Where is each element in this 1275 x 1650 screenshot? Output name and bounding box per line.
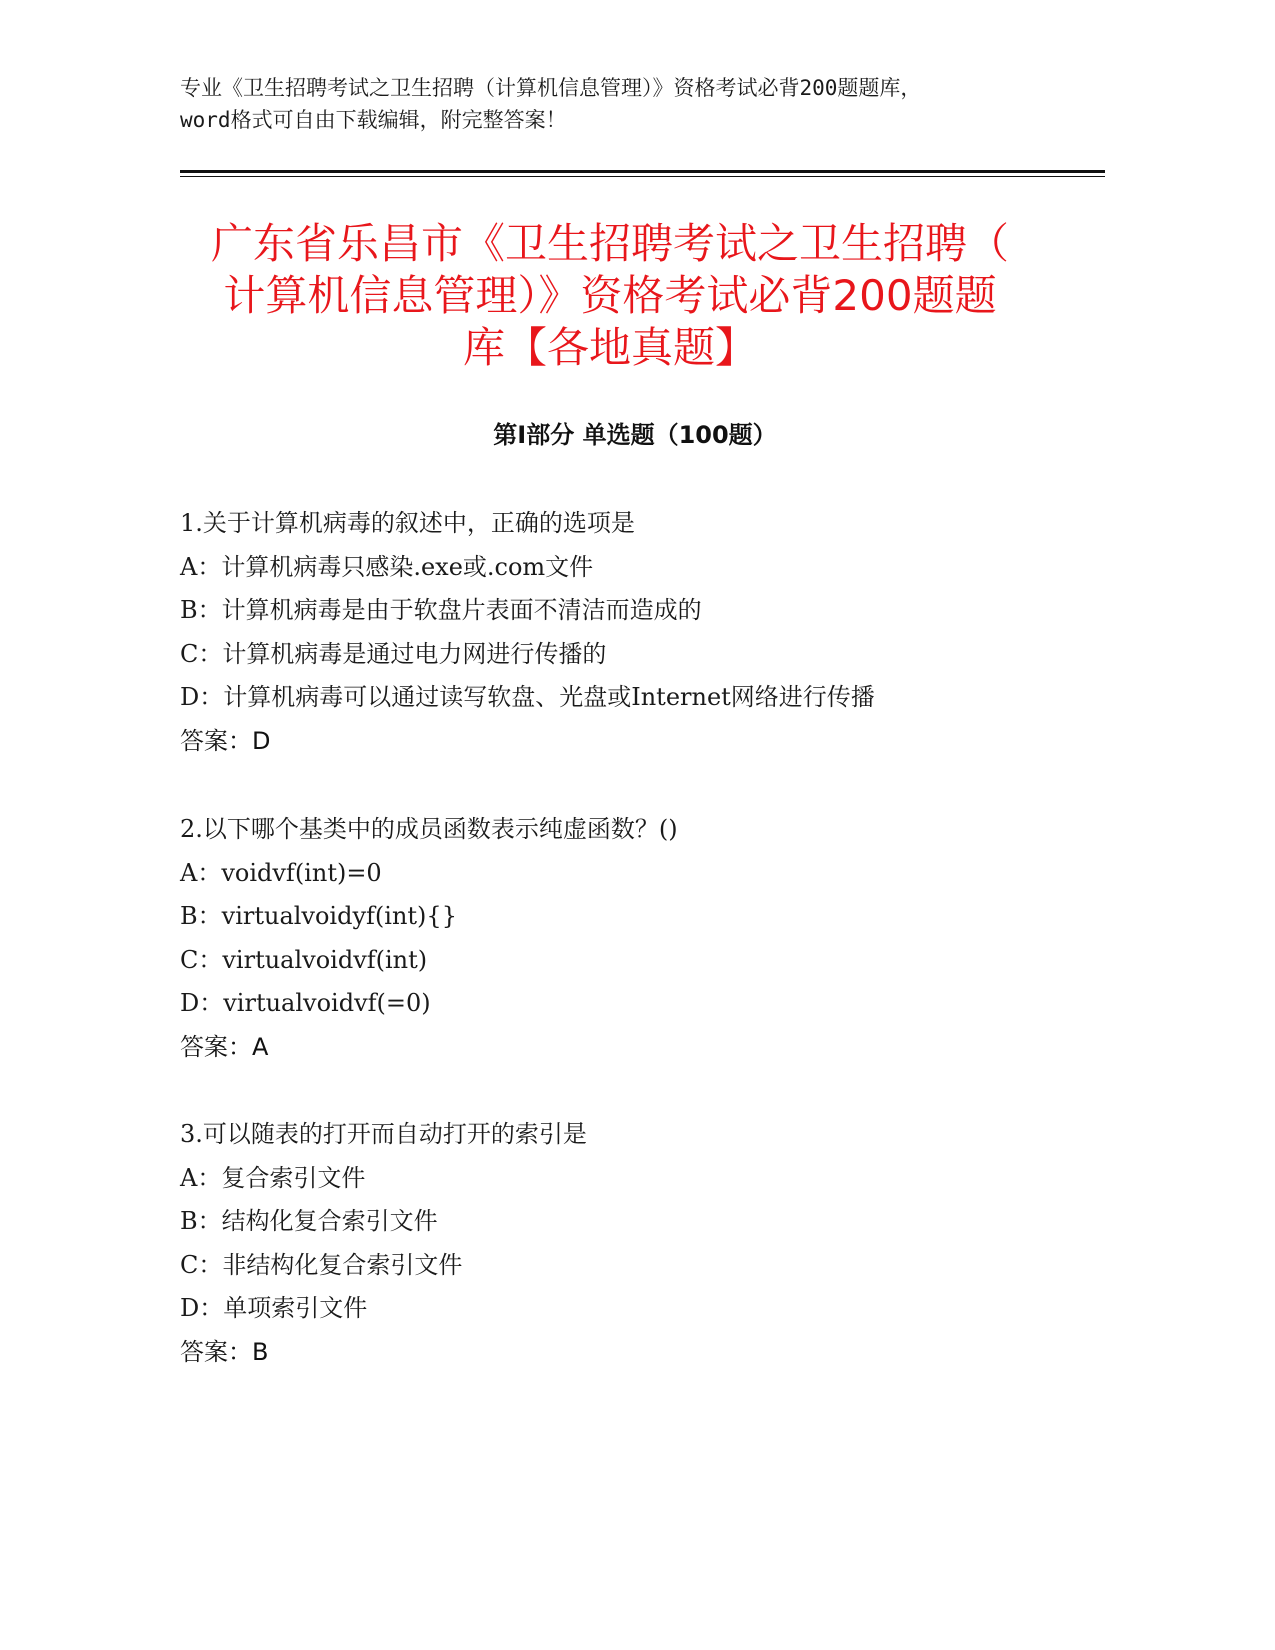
option-c: C：计算机病毒是通过电力网进行传播的 xyxy=(180,639,607,668)
option-d: D：计算机病毒可以通过读写软盘、光盘或Internet网络进行传播 xyxy=(180,683,875,711)
option-d: D：virtualvoidvf(=0) xyxy=(180,989,431,1017)
question-stem: 3.可以随表的打开而自动打开的索引是 xyxy=(180,1120,587,1148)
option-b: B：virtualvoidyf(int){} xyxy=(180,902,457,930)
question-1 xyxy=(180,506,1080,767)
document-title xyxy=(175,218,1045,374)
option-a: A：计算机病毒只感染.exe或.com文件 xyxy=(180,552,594,581)
document-title-line-3: 库【各地真题】 xyxy=(462,323,757,372)
question-stem: 1.关于计算机病毒的叙述中，正确的选项是 xyxy=(180,509,635,537)
section-heading: 第I部分 单选题（100题） xyxy=(493,421,777,449)
answer-key: 答案：A xyxy=(180,1032,269,1061)
option-a: A：voidvf(int)=0 xyxy=(180,858,382,887)
question-stem: 2.以下哪个基类中的成员函数表示纯虚函数？() xyxy=(180,815,678,843)
answer-key: 答案：D xyxy=(180,726,271,755)
header-note-line-2: word格式可自由下载编辑，附完整答案！ xyxy=(180,108,567,132)
header-note xyxy=(180,72,1080,136)
option-b: B：计算机病毒是由于软盘片表面不清洁而造成的 xyxy=(180,596,702,624)
question-3 xyxy=(180,1117,1080,1378)
header-note-line-1: 专业《卫生招聘考试之卫生招聘（计算机信息管理）》资格考试必背200题题库， xyxy=(180,76,922,100)
answer-key: 答案：B xyxy=(180,1337,269,1366)
question-2 xyxy=(180,812,1080,1073)
header-divider-thin xyxy=(180,176,1105,177)
option-a: A：复合索引文件 xyxy=(180,1163,366,1192)
option-c: C：virtualvoidvf(int) xyxy=(180,945,428,974)
document-title-line-2: 计算机信息管理）》资格考试必背200题题 xyxy=(223,271,997,320)
header-divider-thick xyxy=(180,170,1105,173)
option-d: D：单项索引文件 xyxy=(180,1294,368,1322)
document-title-line-1: 广东省乐昌市《卫生招聘考试之卫生招聘（ xyxy=(210,219,1009,268)
option-c: C：非结构化复合索引文件 xyxy=(180,1250,463,1279)
option-b: B：结构化复合索引文件 xyxy=(180,1207,438,1235)
